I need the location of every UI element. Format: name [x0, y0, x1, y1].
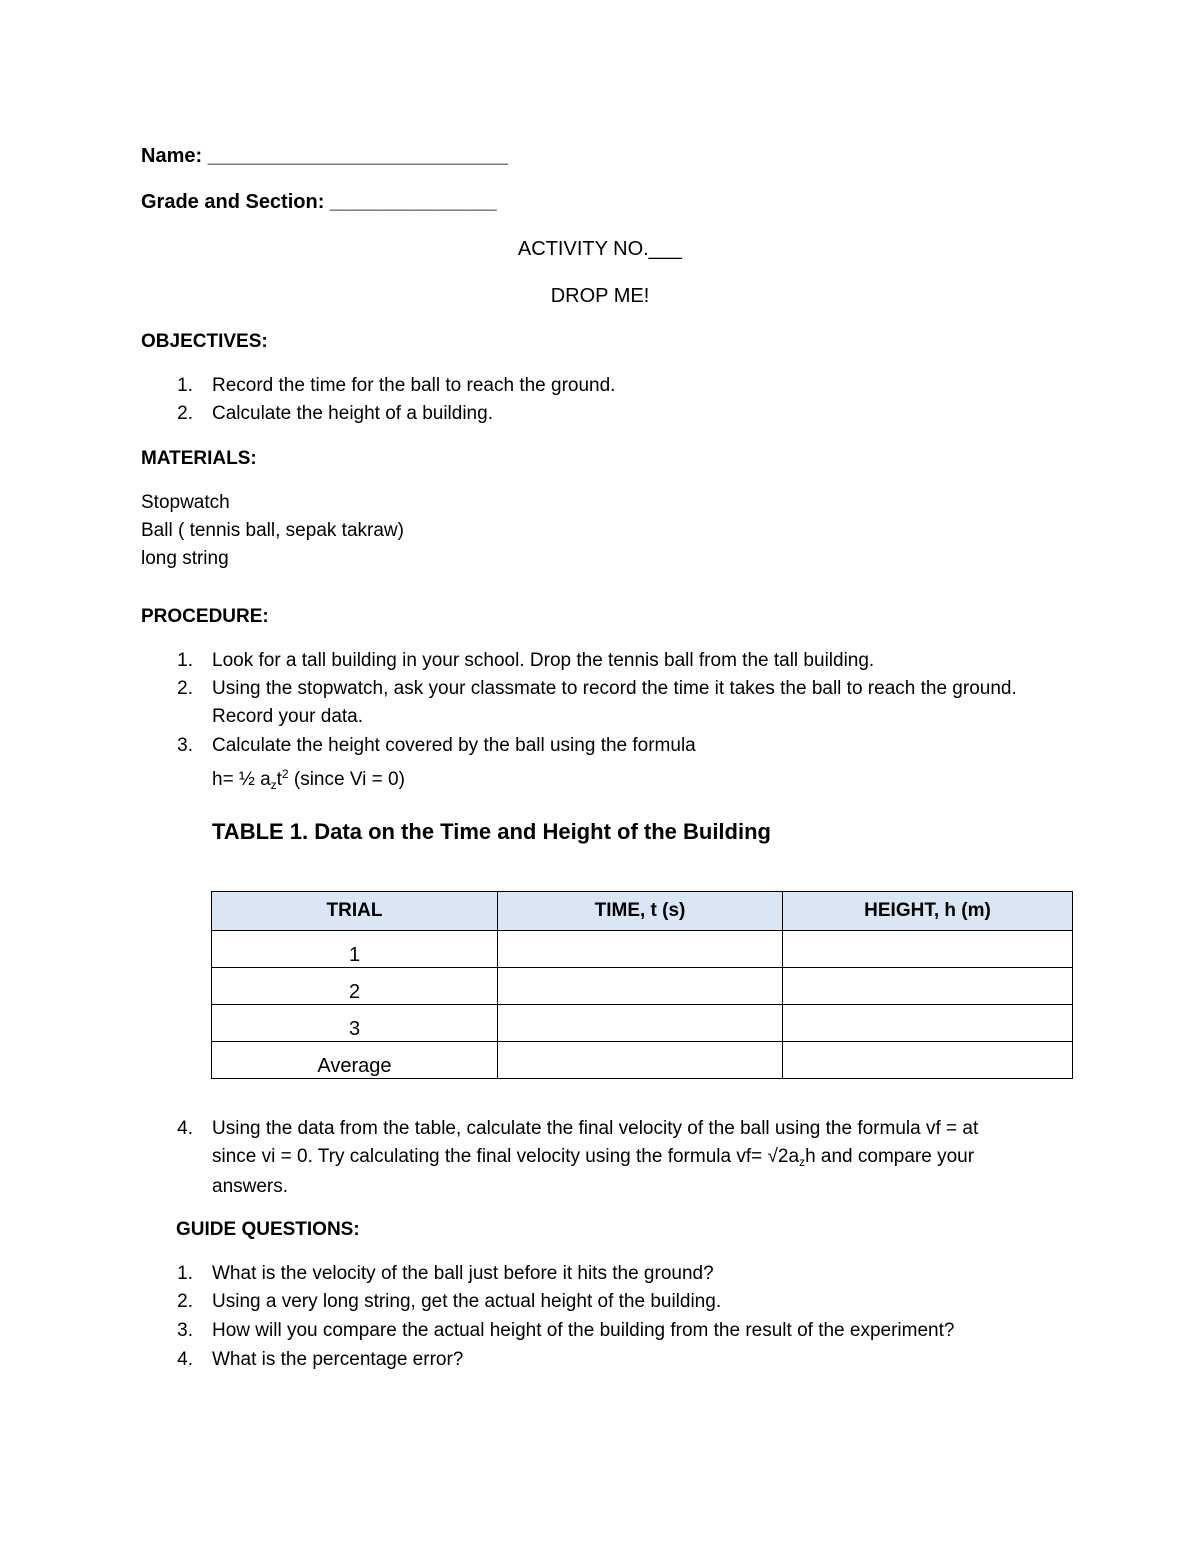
table-row	[212, 1005, 1073, 1042]
question-number: 2.	[177, 1291, 193, 1312]
table-row	[212, 968, 1073, 1005]
height-cell[interactable]	[783, 931, 1073, 968]
height-cell[interactable]	[783, 1042, 1073, 1079]
guide-question: Using a very long string, get the actual height of the building.	[212, 1291, 722, 1312]
table-row	[212, 931, 1073, 968]
time-cell[interactable]	[498, 1005, 783, 1042]
question-number: 4.	[177, 1349, 193, 1370]
procedure-step-number: 2.	[177, 678, 193, 699]
table-header-height: HEIGHT, h (m)	[783, 892, 1073, 931]
material-item: Ball ( tennis ball, sepak takraw)	[141, 520, 404, 541]
material-item: long string	[141, 548, 229, 569]
material-item: Stopwatch	[141, 492, 230, 513]
name-field-label: Name: ___________________________	[141, 145, 509, 167]
procedure-step-2-cont: Record your data.	[212, 706, 364, 727]
procedure-step-number: 1.	[177, 650, 193, 671]
guide-question: What is the percentage error?	[212, 1349, 464, 1370]
guide-question: How will you compare the actual height of the building from the result of the experiment?	[212, 1320, 955, 1341]
time-cell[interactable]	[498, 931, 783, 968]
question-number: 3.	[177, 1320, 193, 1341]
objective-item: Record the time for the ball to reach the ground.	[212, 375, 616, 396]
velocity-formula-line: since vi = 0. Try calculating the final velocity using the formula $vf= √2a_zh$ and compare your	[212, 1146, 975, 1169]
procedure-step-4-cont: answers.	[212, 1176, 289, 1197]
activity-title: DROP ME!	[550, 285, 650, 307]
procedure-step-number: 4.	[177, 1118, 193, 1139]
height-cell[interactable]	[783, 1005, 1073, 1042]
objective-number: 1.	[177, 375, 193, 396]
trial-cell: 3	[212, 1005, 498, 1042]
trial-cell: 2	[212, 968, 498, 1005]
height-cell[interactable]	[783, 968, 1073, 1005]
data-table	[211, 891, 1073, 1079]
time-cell[interactable]	[498, 968, 783, 1005]
table-header-row	[212, 892, 1073, 931]
table-header-trial: TRIAL	[212, 892, 498, 931]
objective-item: Calculate the height of a building.	[212, 403, 493, 424]
procedure-heading: PROCEDURE:	[141, 606, 269, 627]
question-number: 1.	[177, 1263, 193, 1284]
materials-heading: MATERIALS:	[141, 448, 257, 469]
table-title: TABLE 1. Data on the Time and Height of the Building	[212, 819, 771, 844]
activity-number: ACTIVITY NO.___	[517, 238, 683, 260]
table-header-time: TIME, t (s)	[498, 892, 783, 931]
objective-number: 2.	[177, 403, 193, 424]
procedure-step-3: Calculate the height covered by the ball using the formula	[212, 735, 696, 756]
procedure-step-number: 3.	[177, 735, 193, 756]
procedure-step-1: Look for a tall building in your school. Drop the tennis ball from the tall building.	[212, 650, 875, 671]
procedure-step-4: Using the data from the table, calculate the final velocity of the ball using the formula vf = at	[212, 1118, 979, 1139]
guide-question: What is the velocity of the ball just before it hits the ground?	[212, 1263, 714, 1284]
height-formula: h= ½ $a_zt^2$ (since Vi = 0)	[212, 767, 405, 792]
trial-cell: 1	[212, 931, 498, 968]
procedure-step-2: Using the stopwatch, ask your classmate to record the time it takes the ball to reach the ground.	[212, 678, 1017, 699]
guide-questions-heading: GUIDE QUESTIONS:	[176, 1219, 360, 1240]
grade-section-field-label: Grade and Section: _______________	[141, 191, 497, 213]
objectives-heading: OBJECTIVES:	[141, 331, 268, 352]
trial-cell: Average	[212, 1042, 498, 1079]
table-row	[212, 1042, 1073, 1079]
time-cell[interactable]	[498, 1042, 783, 1079]
